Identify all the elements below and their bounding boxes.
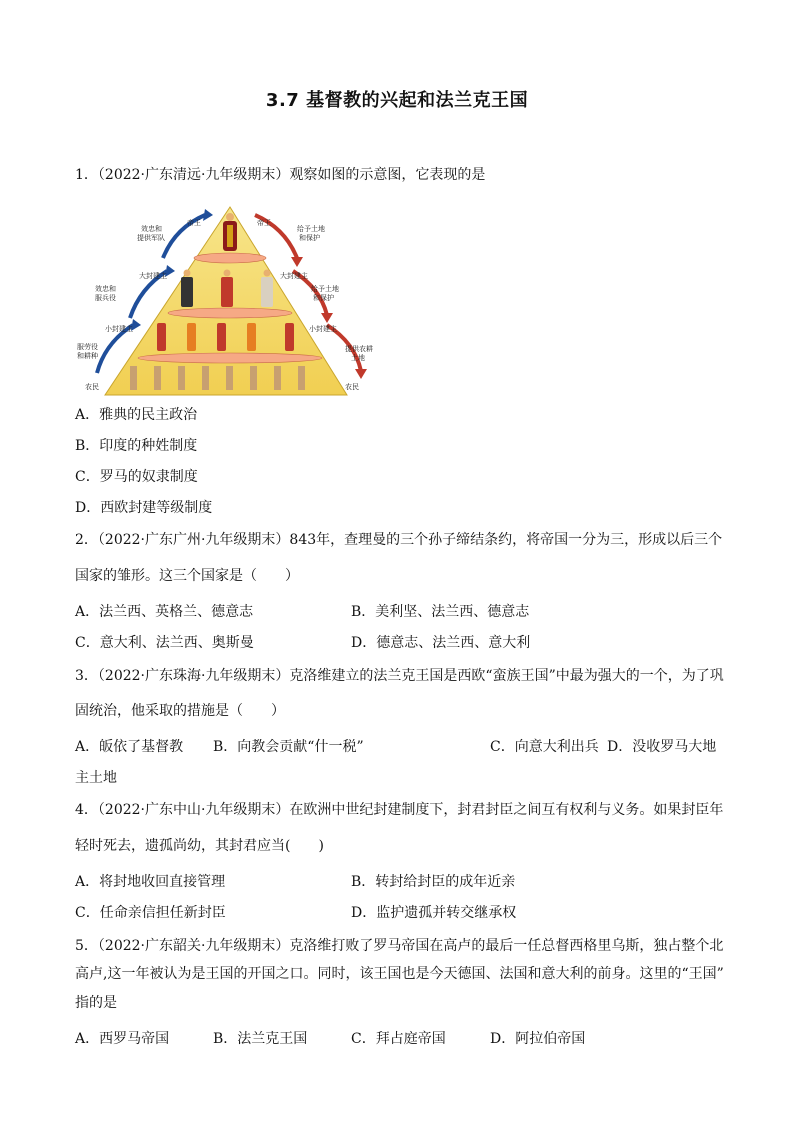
- q5-option-c: C．拜占庭帝国: [351, 1031, 446, 1047]
- left-label-farming: 和耕种: [77, 352, 98, 360]
- q4-stem-line2: 轻时死去，遗孤尚幼，其封君应当( ): [75, 838, 324, 854]
- left-label-peasant: 农民: [85, 383, 99, 391]
- left-label-military: 服兵役: [95, 294, 116, 302]
- right-label-farmland-2: 土地: [351, 354, 365, 362]
- q2-option-a: A．法兰西、英格兰、德意志: [75, 604, 254, 620]
- tier-platform-2: [168, 308, 292, 318]
- q5-stem-line2: 高卢,这一年被认为是王国的开国之口。同时，该王国也是今天德国、法国和意大利的前身。这里的“王国”: [75, 966, 724, 982]
- q4-option-d: D．监护遗孤并转交继承权: [351, 905, 517, 921]
- q1-option-c: C．罗马的奴隶制度: [75, 469, 198, 485]
- q2-option-d: D．德意志、法兰西、意大利: [351, 635, 531, 651]
- q3-option-a: A．皈依了基督教: [75, 739, 184, 755]
- tier-platform-3: [138, 353, 322, 363]
- right-label-king: 帝王: [257, 219, 271, 227]
- q5-option-b: B．法兰克王国: [213, 1031, 308, 1047]
- q3-option-b: B．向教会贡献“什一税”: [213, 739, 364, 755]
- q2-stem-line1: 2．（2022·广东广州·九年级期末）843年，查理曼的三个孙子缔结条约，将帝国一分为三，形成以后三个: [75, 532, 723, 548]
- q2-stem-line2: 国家的雏形。这三个国家是（ ）: [75, 568, 299, 584]
- left-label-army: 提供军队: [137, 234, 165, 242]
- page-title: 3.7 基督教的兴起和法兰克王国: [265, 90, 529, 111]
- right-label-small-lord: 小封建主: [309, 325, 337, 333]
- q2-option-b: B．美利坚、法兰西、德意志: [351, 604, 530, 620]
- right-label-peasant: 农民: [345, 383, 359, 391]
- tier-platform-1: [194, 253, 266, 263]
- q4-option-a: A．将封地收回直接管理: [75, 874, 226, 890]
- q1-option-b: B．印度的种姓制度: [75, 438, 198, 454]
- q2-option-c: C．意大利、法兰西、奥斯曼: [75, 635, 254, 651]
- q5-stem-line1: 5．（2022·广东韶关·九年级期末）克洛维打败了罗马帝国在高卢的最后一任总督西格里乌斯，独占整个北: [75, 938, 724, 954]
- left-label-great-lord: 大封建主: [139, 272, 167, 280]
- left-label-loyalty-1: 效忠和: [141, 225, 162, 233]
- q4-stem-line1: 4．（2022·广东中山·九年级期末）在欧洲中世纪封建制度下，封君封臣之间互有权利与义务。如果封臣年: [75, 802, 724, 818]
- left-label-small-lord: 小封建主: [105, 325, 133, 333]
- q3-option-d: D．没收罗马大地: [607, 739, 717, 755]
- feudal-pyramid-diagram: [75, 203, 385, 398]
- right-label-great-lord: 大封建主: [280, 272, 308, 280]
- right-label-land-2: 给予土地: [311, 285, 339, 293]
- q5-option-a: A．西罗马帝国: [75, 1031, 170, 1047]
- left-label-labor: 服劳役: [77, 343, 98, 351]
- left-label-loyalty-2: 效忠和: [95, 285, 116, 293]
- q5-option-d: D．阿拉伯帝国: [490, 1031, 586, 1047]
- q3-option-d-continued: 主土地: [75, 770, 117, 786]
- right-label-protect-1: 和保护: [299, 234, 320, 242]
- right-label-land-1: 给予土地: [297, 225, 325, 233]
- feudal-pyramid-svg: [75, 203, 385, 398]
- q1-stem: 1．（2022·广东清远·九年级期末）观察如图的示意图，它表现的是: [75, 167, 486, 183]
- q1-option-d: D．西欧封建等级制度: [75, 500, 213, 516]
- q3-stem-line1: 3．（2022·广东珠海·九年级期末）克洛维建立的法兰克王国是西欧“蛮族王国”中最为强大的一个，为了巩: [75, 668, 724, 684]
- q1-option-a: A．雅典的民主政治: [75, 407, 198, 423]
- q4-option-c: C．任命亲信担任新封臣: [75, 905, 226, 921]
- right-label-farmland-1: 提供农耕: [345, 345, 373, 353]
- left-label-king: 帝王: [187, 219, 201, 227]
- q3-option-c: C．向意大利出兵: [490, 739, 599, 755]
- q3-stem-line2: 固统治，他采取的措施是（ ）: [75, 703, 285, 719]
- q5-stem-line3: 指的是: [75, 995, 117, 1011]
- right-label-protect-2: 和保护: [313, 294, 334, 302]
- q4-option-b: B．转封给封臣的成年近亲: [351, 874, 516, 890]
